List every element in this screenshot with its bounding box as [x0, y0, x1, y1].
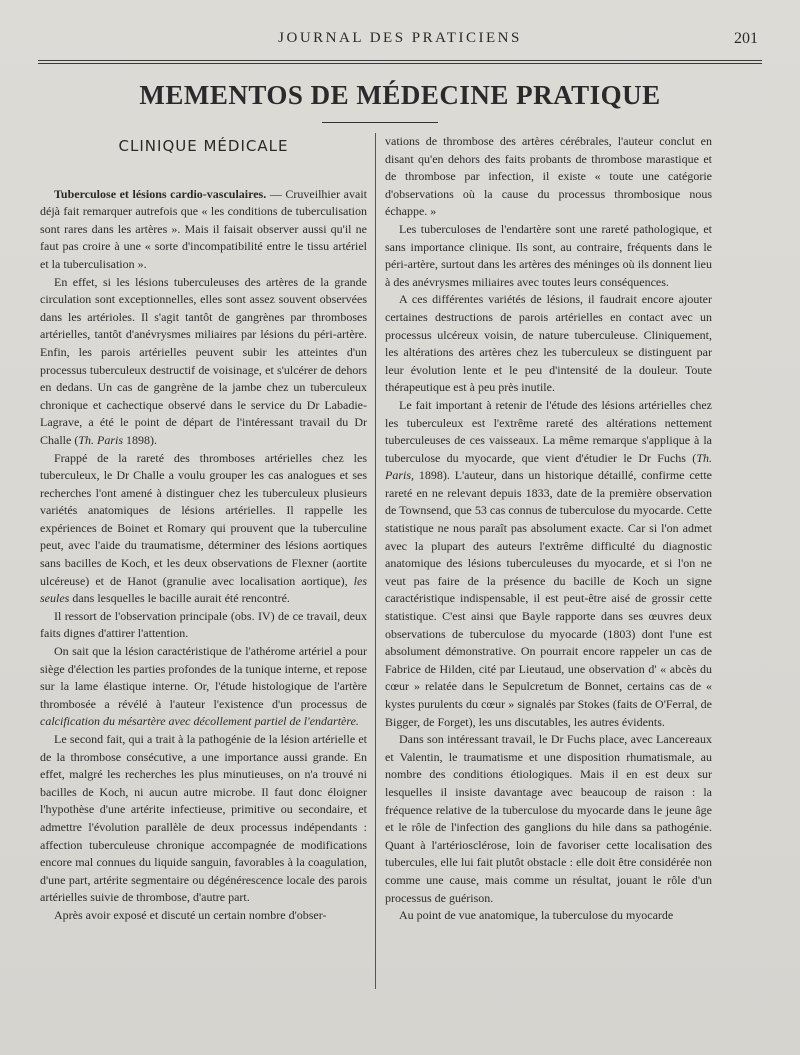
paragraph-8: vations de thrombose des artères cérébrales, l'auteur conclut en disant qu'en dehors des faits probants de thrombose marastique et de thrombose par infection, il existe « toute une catégorie d'observations où la cause du processus thrombosique nous échappe. »: [385, 134, 712, 219]
paragraph-2-text: En effet, si les lésions tuberculeuses des artères de la grande circulation sont exceptionnelles, elles sont assez souvent observées dans les artérioles. Il s'agit tantôt de gangrènes par thromboses artérielles, tantôt d'anévrysmes miliaires par lésions du péri-artère. Enfin, les parois artérielles peuvent subir les atteintes d'un processus tuberculeux destructif de voisinage, et s'ulcérer de dehors en dedans. Un cas de gangrène de la jambe chez un tuberculeux chronique et cachectique observé dans le service du Dr Labadie-Lagrave, a été le point de départ de l'intéressant travail du Dr Challe (: [40, 274, 367, 447]
paragraph-2-reference: Th. Paris: [78, 432, 124, 447]
header-rule: [38, 60, 762, 64]
paragraph-11: [385, 397, 712, 731]
main-title: MEMENTOS DE MÉDECINE PRATIQUE: [139, 80, 661, 110]
column-divider: [375, 133, 376, 989]
paragraph-4: Il ressort de l'observation principale (obs. IV) de ce travail, deux faits dignes d'attirer l'attention.: [40, 608, 367, 641]
paragraph-5: [40, 643, 367, 731]
paragraph-3: [40, 450, 367, 608]
paragraph-6: Le second fait, qui a trait à la pathogénie de la lésion artérielle et de la thrombose consécutive, a une importance aussi grande. En effet, malgré les recherches les plus minutieuses, on n'a trouvé ni bacilles de Koch, ni aucun autre microbe. Il faut donc éloigner l'hypothèse d'une artérite infectieuse, primitive ou secondaire, et admettre l'évolution parallèle de deux processus indépendants : affection tuberculeuse chronique accompagnée de modifications encore mal connues du liquide sanguin, favorables à la coagulation, d'une part, artérite segmentaire ou dégénérescence locale des parois artérielles suivie de thrombose, d'autre part.: [40, 732, 367, 905]
paragraph-11-reference: Th. Paris,: [385, 450, 712, 483]
running-head: [40, 30, 760, 52]
title-rule: [322, 122, 438, 123]
paragraph-3-end: dans lesquelles le bacille aurait été rencontré.: [69, 591, 290, 606]
paragraph-13: Au point de vue anatomique, la tuberculose du myocarde: [399, 908, 674, 923]
paragraph-2-end: 1898).: [123, 432, 158, 447]
paragraph-9: Les tuberculoses de l'endartère sont une rareté pathologique, et sans importance clinique. Ils sont, au contraire, fréquents dans le péri-artère, surtout dans les artères des méninges où ils donnent lieu à des anévrysmes miliaires avec toutes leurs conséquences.: [385, 221, 712, 289]
paragraph-5-emphasis: calcification du mésartère avec décollement partiel de l'endartère.: [40, 714, 359, 729]
article-lead: Tuberculose et lésions cardio-vasculaires.: [54, 186, 267, 201]
paragraph-12: Dans son intéressant travail, le Dr Fuchs place, avec Lancereaux et Valentin, le traumatisme et une disposition rhumatismale, au nombre des conditions étiologiques. Mais il en est deux sur lesquelles il insiste davantage avec beaucoup de raison : la fréquence relative de la tuberculose du myocarde dans le jeune âge et le rôle de l'infection des ganglions du hile dans sa pathogénie. Quant à l'artériosclérose, loin de favoriser cette localisation des tubercules, elle lui fait plutôt obstacle : elle doit être considérée non comme une cause, mais comme un résultat, jouant le rôle d'un processus de guérison.: [385, 732, 712, 905]
paragraph-11-text: Le fait important à retenir de l'étude des lésions artérielles chez les tuberculeux est l'extrême rareté des altérations nettement tuberculeuses de ces vaisseaux. La même remarque s'applique à la tuberculose du myocarde, que vient d'étudier le Dr Fuchs (: [385, 397, 712, 465]
paragraph-7: Après avoir exposé et discuté un certain nombre d'obser-: [54, 907, 327, 922]
section-heading: CLINIQUE MÉDICALE: [118, 137, 289, 155]
paragraph-2: [40, 274, 367, 450]
paragraph-10: A ces différentes variétés de lésions, il faudrait encore ajouter certaines destructions de parois artérielles en contact avec un processus ulcéreux voisin, de nature tuberculeuse. Cliniquement, les altérations des artères chez les tuberculeux se distinguent par leur évolution lente et le peu d'intensité de la douleur. Toute thérapeutique est à peu près inutile.: [385, 292, 712, 395]
paragraph-1: [40, 186, 367, 274]
paragraph-3-text: Frappé de la rareté des thromboses artérielles chez les tuberculeux, le Dr Challe a voulu grouper les cas analogues et ses recherches l'ont amené à distinguer chez les tuberculeux plusieurs variétés anatomiques de lésions artérielles. Il rappelle les expériences de Boinet et Romary qui prouvent que la tuberculine peut, avec l'aide du traumatisme, déterminer des lésions aortiques sans bacilles de Koch, et les deux observations de Flexner (aortite ulcéreuse) et de Hanot (granulie avec localisation aortique),: [40, 450, 367, 588]
paragraph-11-continued: 1898). L'auteur, dans un historique détaillé, confirme cette rareté en ne relevant depuis 1833, date de la première observation de Townsend, que 53 cas connus de tuberculose du myocarde. Cette statistique ne nous paraît pas absolument exacte. Car si l'on admet avec la plupart des auteurs l'extrême difficulté du diagnostic anatomique des lésions tuberculeuses du myocarde, et si l'on ne veut pas faire de la présence du bacille de Koch un signe caractéristique indispensable, il est peut-être aisé de grossir cette statistique. C'est ainsi que Bayle rapporte dans ses œuvres deux observations de tuberculose du myocarde (1803) dont l'une est absolument démonstrative. On pourrait encore rappeler un cas de Fabrice de Hilden, cité par Lieutaud, une observation d' « abcès du cœur » relatée dans le Sepulcretum de Bonnet, certains cas de « kystes purulents du cœur » signalés par Stokes (faits de O'Ferral, de Bigger, de Forget), les uns discutables, les autres évidents.: [385, 468, 712, 729]
paragraph-3-emphasis: les seules: [40, 573, 367, 606]
right-column: [385, 133, 712, 993]
paragraph-1-text: — Cruveilhier avait déjà fait remarquer autrefois que « les conditions de tuberculisation sont rares dans les artères ». Mais il faisait observer aussi qu'il ne faut pas croire à une « sorte d'incompatibilité entre le tissu artériel et la tuberculisation ».: [40, 186, 367, 271]
journal-title: JOURNAL DES PRATICIENS: [278, 30, 522, 46]
page-number: 201: [734, 30, 758, 47]
paragraph-5-text: On sait que la lésion caractéristique de l'athérome artériel a pour siège d'élection les parties profondes de la tunique interne, et repose sur la lame élastique interne. Or, l'étude histologique de l'artère thrombosée a révélé à l'auteur l'existence d'un processus de: [40, 644, 367, 711]
left-column: [40, 133, 367, 993]
